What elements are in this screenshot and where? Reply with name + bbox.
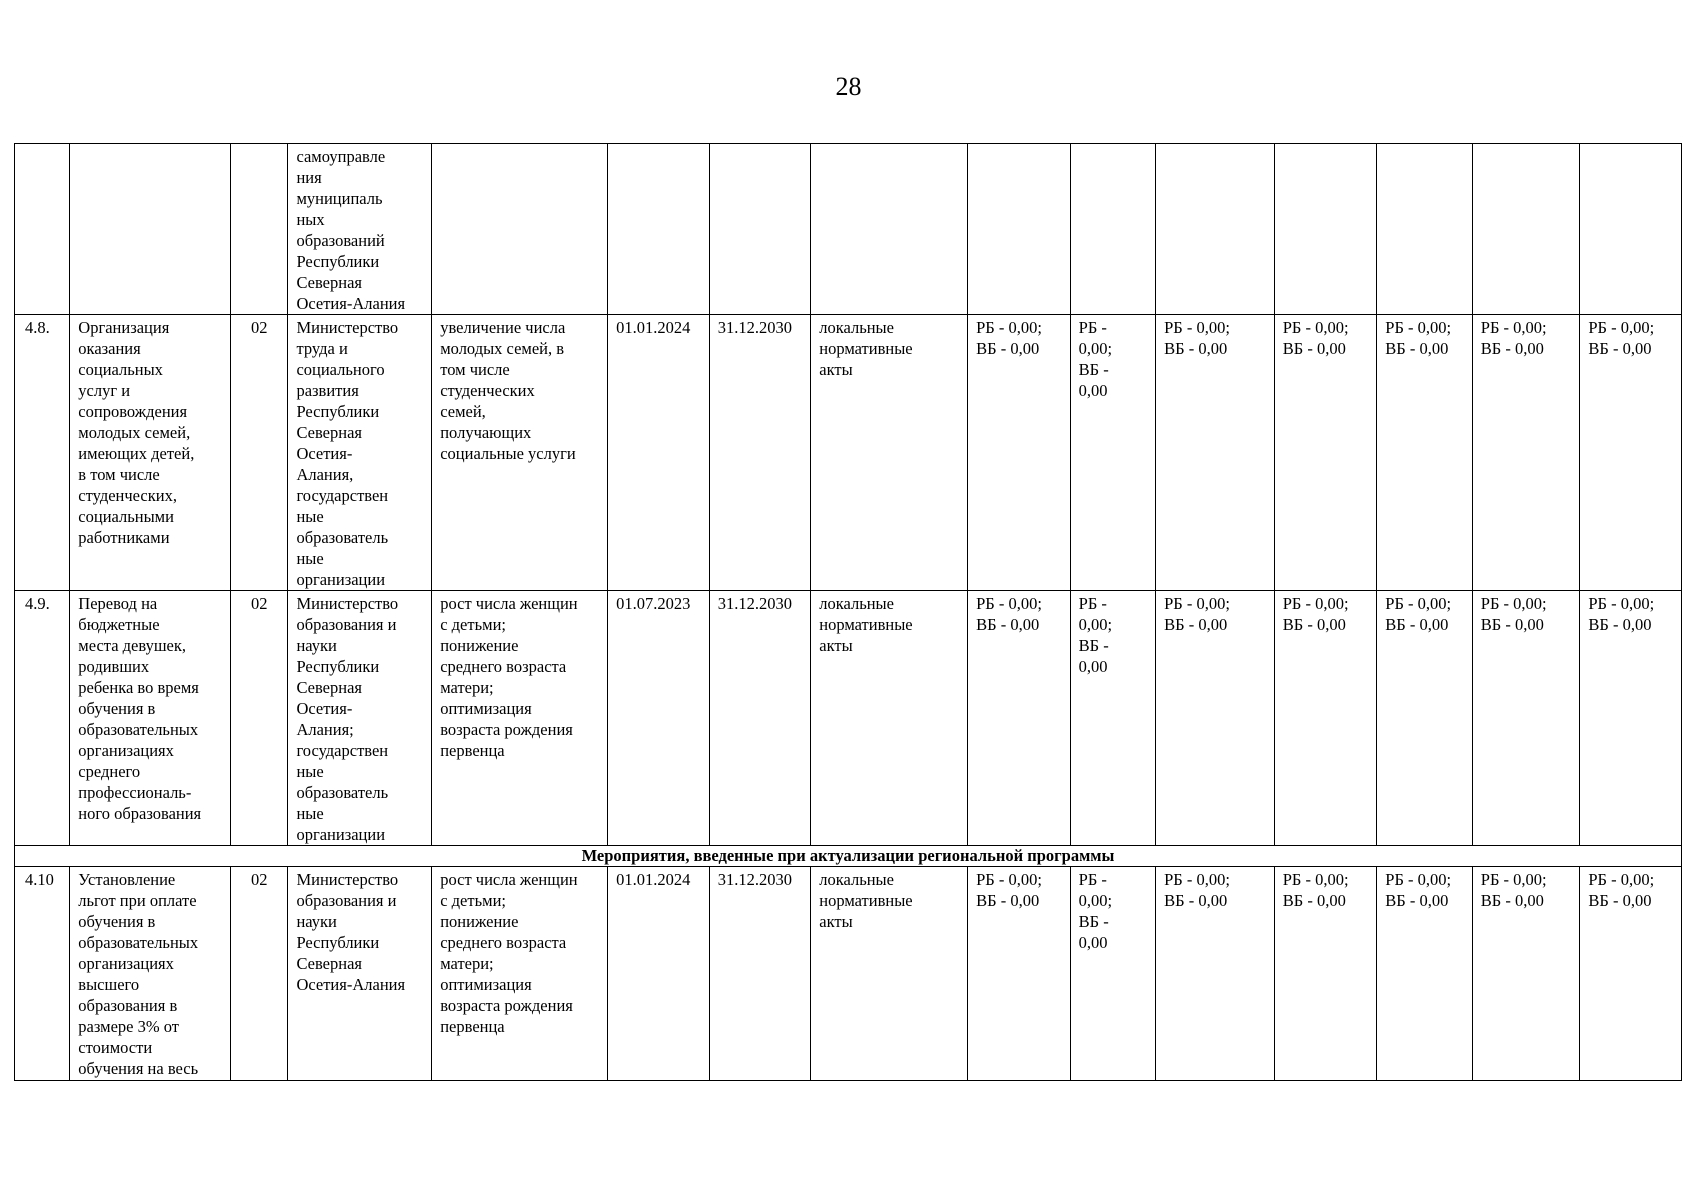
- executor-cell: Министерство образования и науки Республики Северная Осетия-Алания: [288, 867, 432, 1081]
- acts-cell: локальные нормативные акты: [811, 591, 968, 846]
- funding-cell: РБ - 0,00; ВБ - 0,00: [1274, 591, 1377, 846]
- row-number-cell: [15, 144, 70, 315]
- funding-cell: РБ - 0,00; ВБ - 0,00: [968, 867, 1071, 1081]
- end-date-cell: [709, 144, 811, 315]
- funding-cell: РБ - 0,00; ВБ - 0,00: [1274, 867, 1377, 1081]
- start-date-cell: 01.01.2024: [608, 867, 710, 1081]
- result-cell: [432, 144, 608, 315]
- funding-cell: РБ - 0,00; ВБ - 0,00: [1472, 591, 1580, 846]
- table-row: [15, 591, 1682, 846]
- funding-cell: РБ - 0,00; ВБ - 0,00: [1580, 315, 1682, 591]
- section-header: Мероприятия, введенные при актуализации региональной программы: [15, 846, 1682, 867]
- measures-table: [14, 143, 1682, 1081]
- funding-cell: РБ - 0,00; ВБ - 0,00: [1156, 867, 1275, 1081]
- code-cell: [231, 144, 288, 315]
- table-row: [15, 144, 1682, 315]
- section-header-row: [15, 846, 1682, 867]
- funding-cell: РБ - 0,00; ВБ - 0,00: [1070, 591, 1155, 846]
- funding-cell: РБ - 0,00; ВБ - 0,00: [1156, 315, 1275, 591]
- table-row: [15, 315, 1682, 591]
- funding-cell: РБ - 0,00; ВБ - 0,00: [1377, 591, 1473, 846]
- end-date-cell: 31.12.2030: [709, 315, 811, 591]
- start-date-cell: 01.07.2023: [608, 591, 710, 846]
- executor-cell: самоуправле ния муниципаль ных образований Республики Северная Осетия-Алания: [288, 144, 432, 315]
- funding-cell: РБ - 0,00; ВБ - 0,00: [968, 315, 1071, 591]
- row-number-cell: 4.9.: [15, 591, 70, 846]
- result-cell: рост числа женщин с детьми; понижение среднего возраста матери; оптимизация возраста рождения первенца: [432, 867, 608, 1081]
- measure-name-cell: Перевод на бюджетные места девушек, родивших ребенка во время обучения в образовательных организациях среднего профессиональ- ного образования: [70, 591, 231, 846]
- funding-cell: РБ - 0,00; ВБ - 0,00: [968, 591, 1071, 846]
- executor-cell: Министерство образования и науки Республики Северная Осетия- Алания; государствен ные образователь ные организации: [288, 591, 432, 846]
- funding-cell: РБ - 0,00; ВБ - 0,00: [1580, 591, 1682, 846]
- funding-cell: РБ - 0,00; ВБ - 0,00: [1472, 867, 1580, 1081]
- funding-cell: [1274, 144, 1377, 315]
- funding-cell: РБ - 0,00; ВБ - 0,00: [1070, 315, 1155, 591]
- measure-name-cell: Организация оказания социальных услуг и сопровождения молодых семей, имеющих детей, в том числе студенческих, социальными работниками: [70, 315, 231, 591]
- table-row: [15, 867, 1682, 1081]
- acts-cell: [811, 144, 968, 315]
- acts-cell: локальные нормативные акты: [811, 867, 968, 1081]
- result-cell: увеличение числа молодых семей, в том числе студенческих семей, получающих социальные услуги: [432, 315, 608, 591]
- start-date-cell: [608, 144, 710, 315]
- funding-cell: РБ - 0,00; ВБ - 0,00: [1156, 591, 1275, 846]
- measure-name-cell: Установление льгот при оплате обучения в образовательных организациях высшего образования в размере 3% от стоимости обучения на весь: [70, 867, 231, 1081]
- measure-name-cell: [70, 144, 231, 315]
- funding-cell: [1377, 144, 1473, 315]
- funding-cell: РБ - 0,00; ВБ - 0,00: [1377, 315, 1473, 591]
- funding-cell: РБ - 0,00; ВБ - 0,00: [1472, 315, 1580, 591]
- funding-cell: РБ - 0,00; ВБ - 0,00: [1274, 315, 1377, 591]
- funding-cell: [1580, 144, 1682, 315]
- funding-cell: [1156, 144, 1275, 315]
- result-cell: рост числа женщин с детьми; понижение среднего возраста матери; оптимизация возраста рождения первенца: [432, 591, 608, 846]
- start-date-cell: 01.01.2024: [608, 315, 710, 591]
- funding-cell: РБ - 0,00; ВБ - 0,00: [1580, 867, 1682, 1081]
- executor-cell: Министерство труда и социального развития Республики Северная Осетия- Алания, государствен ные образователь ные организации: [288, 315, 432, 591]
- code-cell: 02: [231, 315, 288, 591]
- end-date-cell: 31.12.2030: [709, 867, 811, 1081]
- funding-cell: РБ - 0,00; ВБ - 0,00: [1070, 867, 1155, 1081]
- funding-cell: [1070, 144, 1155, 315]
- acts-cell: локальные нормативные акты: [811, 315, 968, 591]
- code-cell: 02: [231, 867, 288, 1081]
- funding-cell: РБ - 0,00; ВБ - 0,00: [1377, 867, 1473, 1081]
- end-date-cell: 31.12.2030: [709, 591, 811, 846]
- row-number-cell: 4.8.: [15, 315, 70, 591]
- code-cell: 02: [231, 591, 288, 846]
- page-number: 28: [835, 72, 862, 101]
- funding-cell: [1472, 144, 1580, 315]
- row-number-cell: 4.10: [15, 867, 70, 1081]
- funding-cell: [968, 144, 1071, 315]
